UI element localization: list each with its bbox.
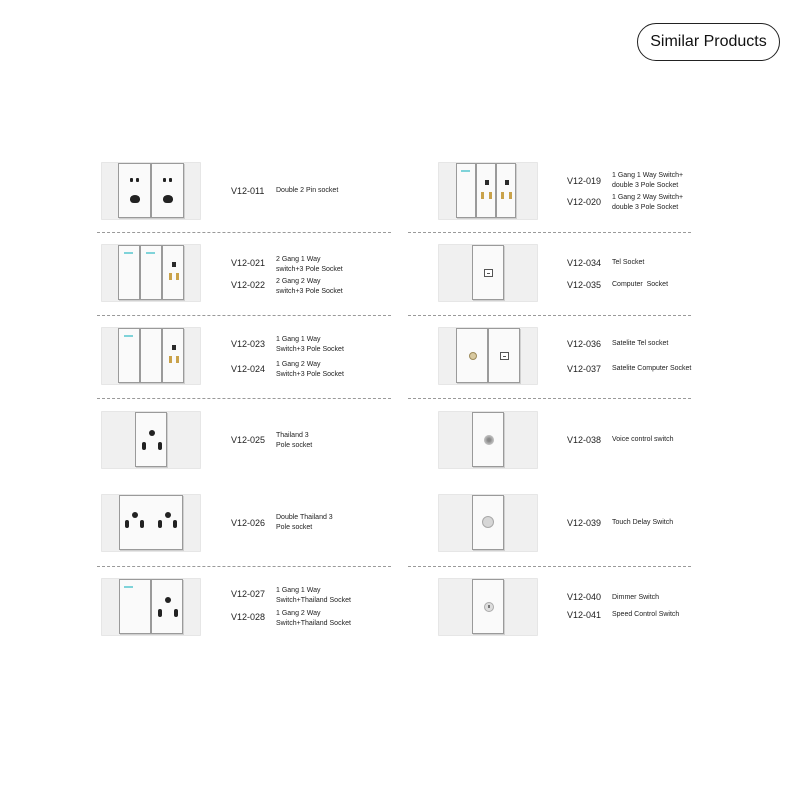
product-code: V12-036 — [567, 339, 602, 349]
row-divider — [97, 566, 391, 567]
switch-rocker — [456, 163, 476, 218]
switch-panel — [472, 495, 504, 550]
product-description: Speed Control Switch — [612, 611, 680, 618]
similar-products-button[interactable]: Similar Products — [637, 23, 780, 61]
product-description: Double 2 Pin socket — [276, 187, 339, 194]
product-description: 2 Gang 1 Way switch+3 Pole Socket — [276, 256, 343, 273]
product-description: 1 Gang 2 Way Switch+ double 3 Pole Socket — [612, 194, 684, 211]
product-description: Dimmer Switch — [612, 594, 660, 601]
dimmer-knob-icon — [484, 602, 494, 612]
product-code: V12-038 — [567, 435, 602, 445]
product-description: Touch Delay Switch — [612, 519, 674, 526]
product-description: Voice control switch — [612, 436, 674, 443]
socket-panel — [496, 163, 516, 218]
product-description: Tel Socket — [612, 259, 645, 266]
product-image-v12-025 — [101, 411, 201, 469]
product-description: 1 Gang 1 Way Switch+3 Pole Socket — [276, 336, 344, 353]
product-code: V12-039 — [567, 518, 602, 528]
product-image-v12-036 — [438, 327, 538, 385]
row-divider — [408, 232, 691, 233]
product-code: V12-020 — [567, 197, 602, 207]
product-code: V12-041 — [567, 610, 602, 620]
product-code: V12-025 — [231, 435, 266, 445]
touch-button-icon — [482, 516, 494, 528]
socket-panel — [488, 328, 520, 383]
switch-rocker — [140, 328, 162, 383]
coax-port-icon — [469, 352, 477, 360]
microphone-icon — [484, 435, 494, 445]
tel-port-icon — [484, 269, 493, 277]
socket-panel — [476, 163, 496, 218]
product-image-v12-039 — [438, 494, 538, 552]
socket-panel — [119, 495, 183, 550]
product-code: V12-035 — [567, 280, 602, 290]
switch-rocker — [118, 328, 140, 383]
product-code: V12-040 — [567, 592, 602, 602]
product-code: V12-024 — [231, 364, 266, 374]
product-image-v12-027 — [101, 578, 201, 636]
product-description: Thailand 3 Pole socket — [276, 432, 313, 449]
product-description: Satelite Computer Socket — [612, 365, 692, 372]
socket-panel — [118, 163, 151, 218]
socket-panel — [151, 579, 183, 634]
product-code: V12-027 — [231, 589, 266, 599]
product-description: 1 Gang 1 Way Switch+Thailand Socket — [276, 587, 351, 604]
row-divider — [97, 315, 391, 316]
product-description: 2 Gang 2 Way switch+3 Pole Socket — [276, 278, 343, 295]
switch-panel — [472, 579, 504, 634]
product-image-v12-040 — [438, 578, 538, 636]
product-code: V12-034 — [567, 258, 602, 268]
socket-panel — [472, 245, 504, 300]
row-divider — [408, 315, 691, 316]
product-code: V12-021 — [231, 258, 266, 268]
product-code: V12-022 — [231, 280, 266, 290]
product-code: V12-028 — [231, 612, 266, 622]
product-description: Satelite Tel socket — [612, 340, 669, 347]
socket-panel — [456, 328, 488, 383]
product-description: 1 Gang 2 Way Switch+Thailand Socket — [276, 610, 351, 627]
product-code: V12-037 — [567, 364, 602, 374]
product-image-v12-011 — [101, 162, 201, 220]
product-image-v12-038 — [438, 411, 538, 469]
switch-rocker — [140, 245, 162, 300]
product-description: Double Thailand 3 Pole socket — [276, 514, 333, 531]
product-image-v12-023 — [101, 327, 201, 385]
switch-panel — [472, 412, 504, 467]
product-description: Computer Socket — [612, 281, 669, 288]
switch-rocker — [118, 245, 140, 300]
socket-panel — [162, 328, 184, 383]
row-divider — [408, 566, 691, 567]
product-image-v12-026 — [101, 494, 201, 552]
socket-panel — [135, 412, 167, 467]
switch-rocker — [119, 579, 151, 634]
product-image-v12-021 — [101, 244, 201, 302]
product-image-v12-019 — [438, 162, 538, 220]
product-description: 1 Gang 2 Way Switch+3 Pole Socket — [276, 361, 344, 378]
row-divider — [97, 232, 391, 233]
product-image-v12-034 — [438, 244, 538, 302]
row-divider — [97, 398, 391, 399]
product-code: V12-026 — [231, 518, 266, 528]
product-code: V12-023 — [231, 339, 266, 349]
product-code: V12-019 — [567, 176, 602, 186]
row-divider — [408, 398, 691, 399]
socket-panel — [151, 163, 184, 218]
lan-port-icon — [500, 352, 509, 360]
product-code: V12-011 — [231, 186, 265, 196]
product-description: 1 Gang 1 Way Switch+ double 3 Pole Socket — [612, 172, 684, 189]
socket-panel — [162, 245, 184, 300]
